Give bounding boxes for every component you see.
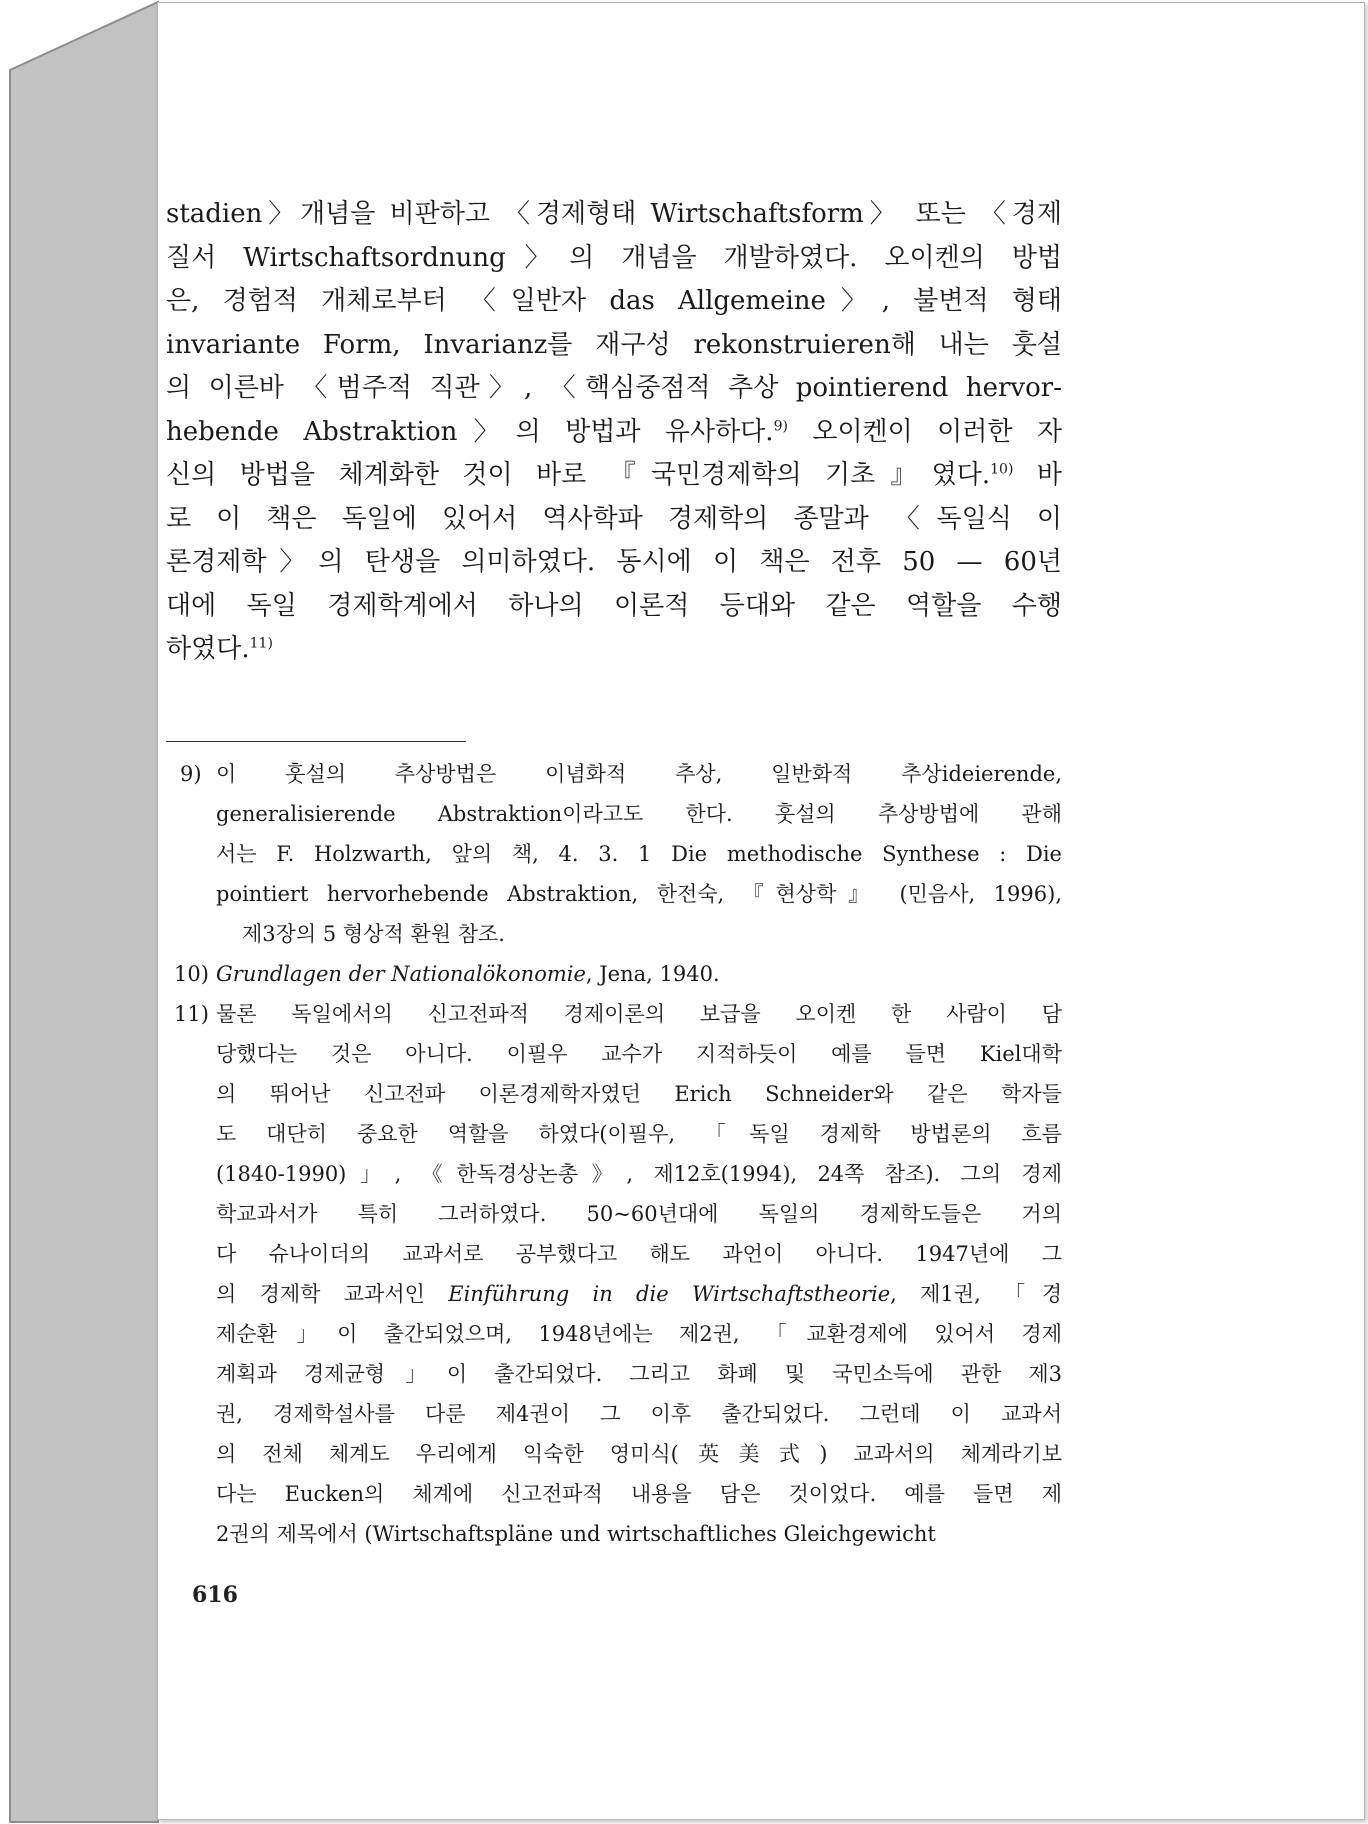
page-number: 616: [192, 1582, 238, 1608]
body-line-with-ref: [166, 411, 1062, 455]
body-text-fragment: 신의 방법을 체계화한 것이 바로 『국민경제학의 기초』였다.: [166, 460, 991, 490]
footnote-line: 도 대단히 중요한 역할을 하였다(이필우, 「독일 경제학 방법론의 흐름: [216, 1122, 1062, 1146]
body-line-with-ref: [166, 628, 1062, 672]
footnote-line: 제3장의 5 형상적 환원 참조.: [242, 922, 505, 946]
cited-title: Grundlagen der Nationalökonomie: [216, 962, 586, 986]
body-line: 은, 경험적 개체로부터 〈일반자 das Allgemeine〉, 불변적 형태: [166, 286, 1062, 316]
footnote-line: [216, 1274, 1062, 1314]
body-line: invariante Form, Invarianz를 재구성 rekonstruieren해 내는 훗설: [166, 329, 1062, 360]
body-line: 대에 독일 경제학계에서 하나의 이론적 등대와 같은 역할을 수행: [166, 590, 1062, 621]
footnote-text-fragment: 의 경제학 교과서인: [216, 1282, 449, 1306]
body-line: 론경제학〉의 탄생을 의미하였다. 동시에 이 책은 전후 50 — 60년: [166, 547, 1062, 577]
body-text-fragment: 하였다.: [166, 634, 250, 664]
body-line-with-ref: [166, 454, 1062, 498]
body-line: 의 이른바 〈범주적 직관〉, 〈핵심중점적 추상 pointierend hervor-: [166, 373, 1062, 403]
body-line: 질서 Wirtschaftsordnung〉의 개념을 개발하였다. 오이켄의 방법: [166, 242, 1062, 273]
body-text-fragment: 오이켄이 이러한 자: [812, 416, 1062, 447]
footnote-line: 의 전체 체계도 우리에게 익숙한 영미식(英美式) 교과서의 체계라기보: [216, 1442, 1062, 1466]
footnote-line: 학교과서가 특히 그러하였다. 50~60년대에 독일의 경제학도들은 거의: [216, 1202, 1062, 1226]
footnote-line: 계획과 경제균형」이 출간되었다. 그리고 화폐 및 국민소득에 관한 제3: [216, 1362, 1062, 1386]
footnote-line: 다는 Eucken의 체계에 신고전파적 내용을 담은 것이었다. 예를 들면 제: [216, 1482, 1062, 1506]
footnote-line: generalisierende Abstraktion이라고도 한다. 훗설의 추상방법에 관해: [216, 802, 1062, 826]
footnotes: [174, 754, 1062, 1554]
footnote-line: 이 훗설의 추상방법은 이념화적 추상, 일반화적 추상ideierende,: [216, 762, 1062, 786]
footnote-number: 11): [174, 1002, 209, 1026]
footnote-line: 당했다는 것은 아니다. 이필우 교수가 지적하듯이 예를 들면 Kiel대학: [216, 1042, 1062, 1066]
body-line: 로 이 책은 독일에 있어서 역사학파 경제학의 종말과 〈독일식 이: [166, 503, 1062, 534]
footnote-line: [216, 954, 1062, 994]
body-line: stadien〉개념을 비판하고 〈경제형태 Wirtschaftsform〉 또는 〈경제: [166, 199, 1062, 229]
footnote-9: [180, 754, 1062, 954]
citation-rest: , Jena, 1940.: [585, 962, 720, 986]
footnote-line: 다 슈나이더의 교과서로 공부했다고 해도 과언이 아니다. 1947년에 그: [216, 1242, 1062, 1266]
footnote-10: [174, 954, 1062, 994]
body-paragraph: [166, 193, 1062, 672]
footnote-number: 9): [180, 762, 202, 786]
book-spine: [0, 0, 160, 1824]
footnote-number: 10): [174, 962, 209, 986]
footnote-line: 서는 F. Holzwarth, 앞의 책, 4. 3. 1 Die methodische Synthese : Die: [216, 842, 1062, 866]
footnote-ref-10: 10): [990, 461, 1014, 478]
cited-title: Einführung in die Wirtschaftstheorie: [448, 1282, 891, 1306]
footnote-line: 2권의 제목에서 (Wirtschaftspläne und wirtschaftliches Gleichgewicht: [216, 1522, 936, 1546]
body-text-fragment: hebende Abstraktion〉의 방법과 유사하다.: [166, 416, 774, 447]
footnote-line: 의 뛰어난 신고전파 이론경제학자였던 Erich Schneider와 같은 학자들: [216, 1082, 1062, 1106]
footnote-ref-11: 11): [249, 635, 273, 652]
body-text-fragment: 바: [1036, 460, 1062, 490]
footnote-line: 제순환」이 출간되었으며, 1948년에는 제2권, 「교환경제에 있어서 경제: [216, 1322, 1062, 1346]
footnote-line: pointiert hervorhebende Abstraktion, 한전숙, 『현상학』 (민음사, 1996),: [216, 882, 1062, 906]
footnote-separator: [166, 741, 466, 742]
footnote-11: [174, 994, 1062, 1554]
footnote-line: (1840-1990)」, 《한독경상논총》, 제12호(1994), 24쪽 참조). 그의 경제: [216, 1162, 1062, 1186]
footnote-ref-9: 9): [773, 417, 788, 434]
footnote-line: 물론 독일에서의 신고전파적 경제이론의 보급을 오이켄 한 사람이 담: [216, 1002, 1062, 1026]
footnote-line: 권, 경제학설사를 다룬 제4권이 그 이후 출간되었다. 그런데 이 교과서: [216, 1402, 1062, 1426]
footnote-text-fragment: , 제1권, 「경: [890, 1282, 1062, 1306]
